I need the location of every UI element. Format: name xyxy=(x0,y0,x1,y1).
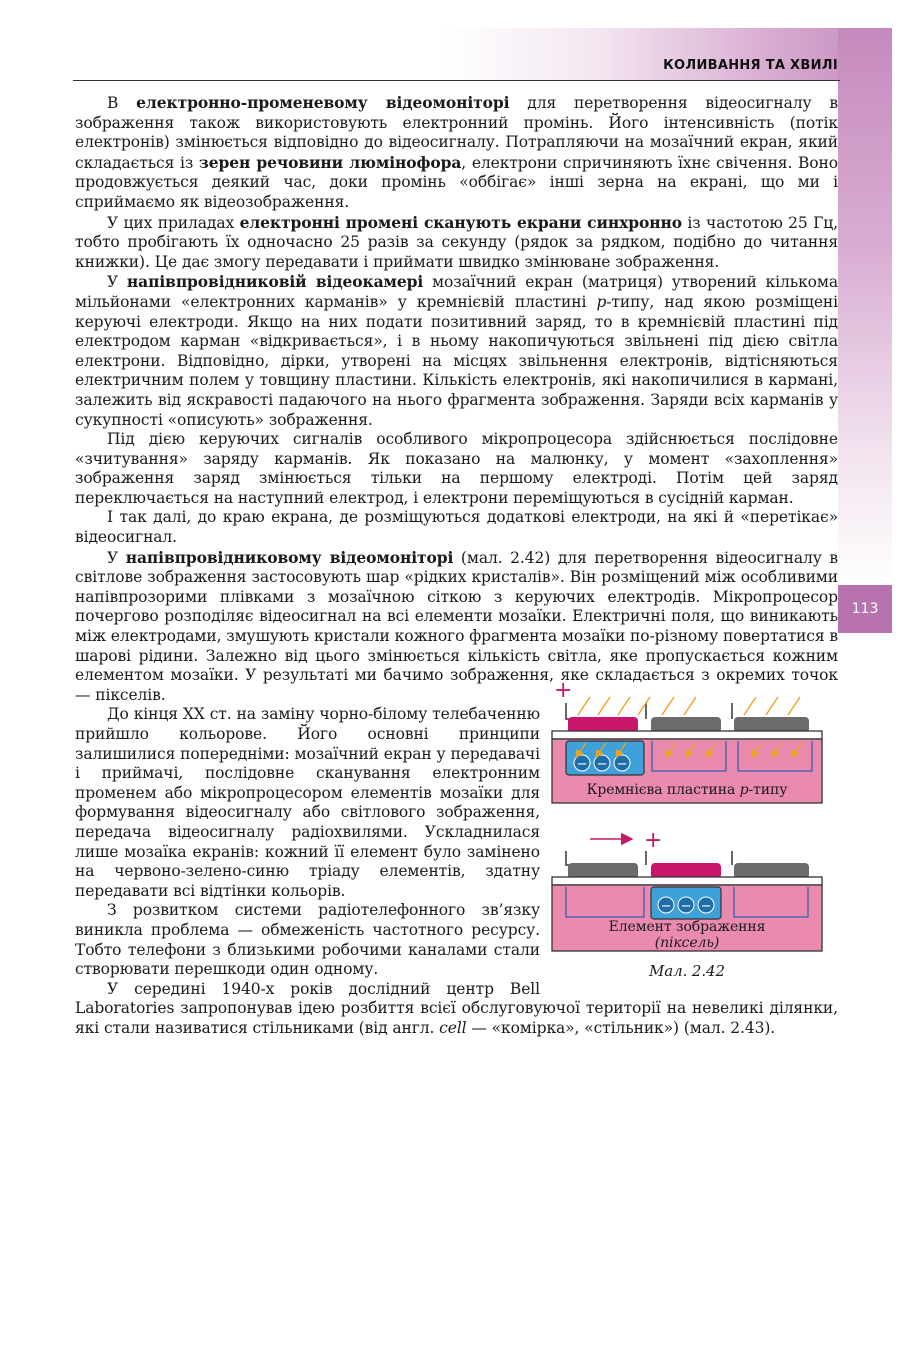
paragraph-7: До кінця XX ст. на заміну чорно-білому телебаченню прийшло кольорове. Його основні принципи залишилися попередніми: мозаїчний екран у передавачі і приймачі, послідовне сканування електронним променем або мікропроцесором елементів мозаїки для формування відеосигналу або світлового зображення, передача відеосигналу радіохвилями. Ускладнилася лише мозаїка екранів: кожний її елемент було замінено на червоно-зелено-синю тріаду елементів, здатну передавати всі відтінки кольорів. xyxy=(75,705,540,900)
wafer-label: Кремнієва пластина p-типу xyxy=(586,782,788,799)
paragraph-2: У цих приладах електронні промені сканують екрани синхронно із частотою 25 Гц, тобто пробігають їх одночасно 25 разів за секунду (рядок за рядком, подібно до читання книжки). Це дає змогу передавати і приймати швидко змінюване зображення. xyxy=(75,212,838,271)
electron: − xyxy=(700,899,712,915)
figure-2-42 xyxy=(546,667,842,995)
paragraph-4: Під дією керуючих сигналів особливого мікропроцесора здійснюється послідовне «зчитування» заряду карманів. Як показано на малюнку, у момент «захоплення» зображення заряд змінюється тільки на першому електроді. Потім цей заряд переключається на наступний електрод, і електрони переміщуються в сусідній карман. xyxy=(75,430,838,507)
pixel-element-diagram xyxy=(552,828,822,951)
pixel-label-line1: Елемент зображення xyxy=(608,919,766,936)
paragraph-9: У середині 1940-х років дослідний центр Bell Laboratories запропонував ідею розбиття всієї обслуговуючої території на невеликі ділянки, які стали називатися стільниками (від англ. cell — «комірка», «стільник») (мал. 2.43). xyxy=(75,979,838,1037)
paragraph-3: У напівпровідниковій відеокамері мозаїчний екран (матриця) утворений кількома мільйонами «електронних карманів» у кремнієвій пластині p-типу, над якою розміщені керуючі електроди. Якщо на них подати позитивний заряд, то в кремнієвій пластині під електродом карман «відкривається», і в ньому накопичуються звільнені під дією світла електрони. Відповідно, дірки, утворені на місцях звільнення електронів, відтісняються електричним полем у товщину пластини. Кількість електронів, які накопичилися в кармані, залежить від яскравості падаючого на нього фрагмента зображення. Заряди всіх карманів у сукупності «описують» зображення. xyxy=(75,272,838,429)
electron: − xyxy=(660,899,672,915)
pixel-diagram xyxy=(546,667,842,995)
paragraph-8: З розвитком системи радіотелефонного зв’язку виникла проблема — обмеженість частотного ресурсу. Тобто телефони з близькими робочими каналами стали створювати перешкоди один одному. xyxy=(75,901,540,979)
header-divider xyxy=(73,80,840,81)
silicon-wafer-diagram xyxy=(552,678,822,803)
paragraph-5: І так далі, до краю екрана, де розміщуються додаткові електроди, на які й «перетікає» відеосигнал. xyxy=(75,508,838,547)
section-title: КОЛИВАННЯ ТА ХВИЛІ xyxy=(663,58,838,73)
electron: − xyxy=(680,899,692,915)
paragraph-6: У напівпровідниковому відеомоніторі (мал. 2.42) для перетворення відеосигналу в світлове зображення застосовують шар «рідких кристалів». Він розміщений між особливими напівпрозорими плівками з мозаїчною сіткою з керуючих електродів. Мікропроцесор почергово розподіляє відеосигнал на всі елементи мозаїки. Електричні поля, що виникають між електродами, змушують кристали кожного фрагмента мозаїки по-різному повертатися в шарові рідини. Залежно від цього змінюється кількість світла, яке пропускається кожним елементом мозаїки. У результаті ми бачимо зображення, яке складається з окремих точок — пікселів. xyxy=(75,547,838,704)
pixel-label-line2: (піксель) xyxy=(654,935,720,952)
electron: − xyxy=(616,757,628,773)
electron: − xyxy=(576,757,588,773)
paragraph-1: В електронно-променевому відеомоніторі для перетворення відеосигналу в зображення також використовують електронний промінь. Його інтенсивність (потік електронів) змінюється відповідно до відеосигналу. Потрапляючи на мозаїчний екран, який складається із зерен речовини люмінофора, електрони спричиняють їхнє свічення. Воно продовжується деякий час, доки промінь «оббігає» інші зерна на екрані, що ми і сприймаємо як відеозображення. xyxy=(75,93,839,211)
figure-caption: Мал. 2.42 xyxy=(649,962,725,981)
electron: − xyxy=(596,757,608,773)
plus-sign: + xyxy=(644,828,663,854)
body-text xyxy=(75,93,838,1039)
side-gradient-band xyxy=(838,28,892,588)
page-number: 113 xyxy=(838,585,892,633)
plus-sign: + xyxy=(554,678,573,704)
